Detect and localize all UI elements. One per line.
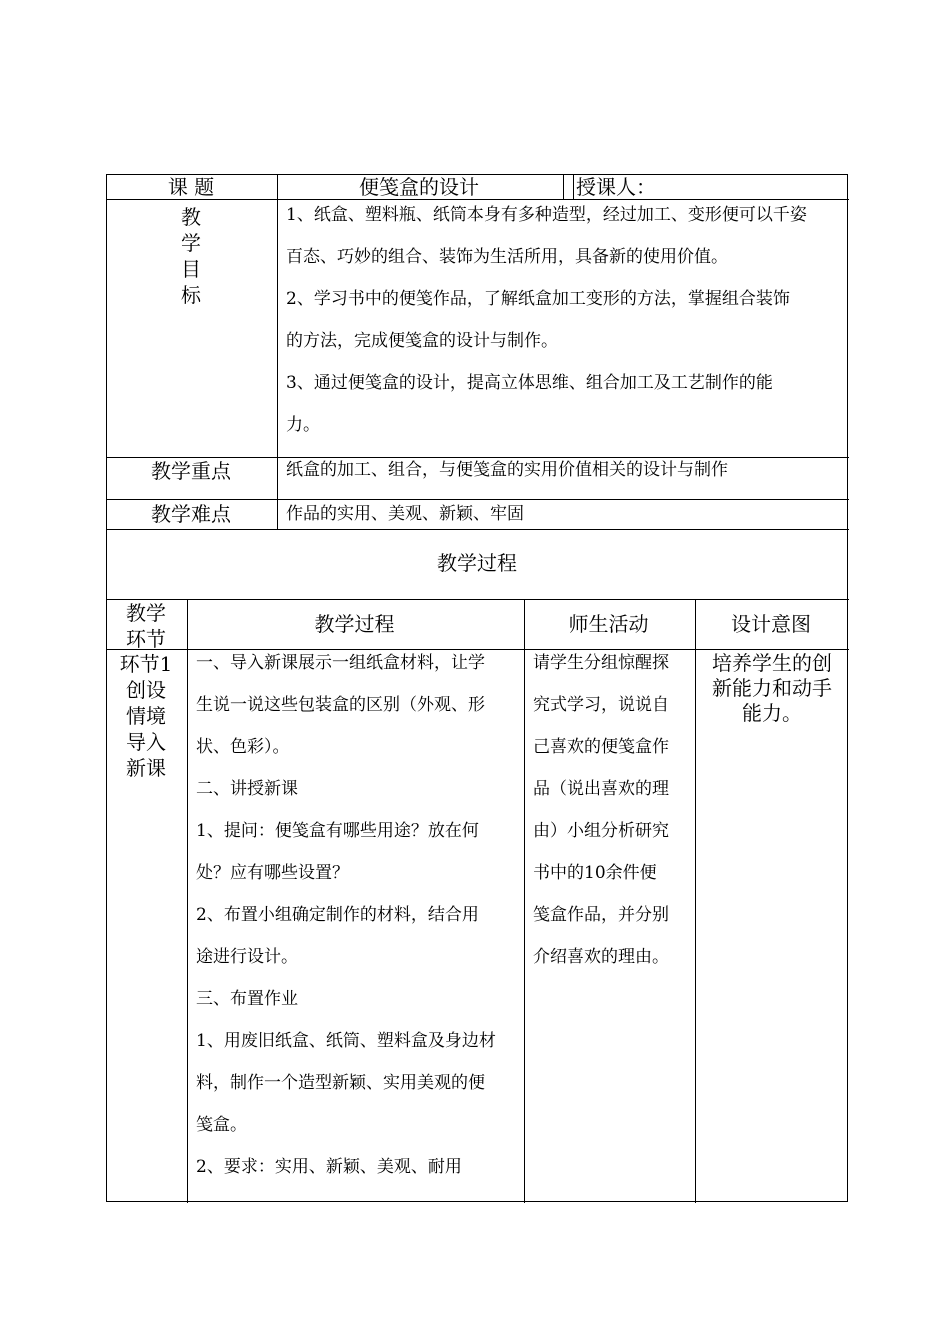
col-stage-header: 教学 环节	[126, 601, 166, 651]
row1-stage: 环节1 创设 情境 导入 新课	[119, 652, 173, 780]
key-point-value: 纸盒的加工、组合，与便笺盒的实用价值相关的设计与制作	[286, 460, 728, 480]
row1-activity: 请学生分组惊醒探 究式学习，说说自 己喜欢的便笺盒作 品（说出喜欢的理 由）小组分析研究 书中的10余件便 笺盒作品，并分别 介绍喜欢的理由。	[533, 653, 669, 967]
topic-label: 课 题	[167, 175, 215, 199]
key-point-label: 教学重点	[151, 459, 231, 483]
row1-intent: 培养学生的创 新能力和动手 能力。	[712, 651, 832, 725]
process-title: 教学过程	[437, 551, 517, 575]
col-intent-header: 设计意图	[731, 612, 811, 636]
objectives-text: 1、纸盒、塑料瓶、纸筒本身有多种造型，经过加工、变形便可以千姿 百态、巧妙的组合、装饰为生活所用，具备新的使用价值。 2、学习书中的便笺作品，了解纸盒加工变形的方法，掌握组合装饰 的方法，完成便笺盒的设计与制作。 3、通过便笺盒的设计，提高立体思维、组合加工及工艺制作的能 力。	[286, 205, 807, 435]
objectives-label: 教 学 目 标	[181, 205, 201, 307]
difficulty-label: 教学难点	[151, 502, 231, 526]
col-activity-header: 师生活动	[568, 612, 649, 636]
difficulty-value: 作品的实用、美观、新颖、牢固	[286, 504, 524, 524]
col-process-header: 教学过程	[314, 612, 395, 636]
row1-process: 一、导入新课展示一组纸盒材料，让学 生说一说这些包装盒的区别（外观、形 状、色彩）。 二、讲授新课 1、提问：便笺盒有哪些用途？放在何 处？应有哪些设置？ 2、布置小组确定制作的材料，结合用 途进行设计。 三、布置作业 1、用废旧纸盒、纸筒、塑料盒及身边材 料，制作一个造型新颖、实用美观的便 笺盒。 2、要求：实用、新颖、美观、耐用	[196, 653, 496, 1177]
teacher-label: 授课人：	[576, 175, 656, 199]
topic-value: 便笺盒的设计	[359, 175, 479, 199]
